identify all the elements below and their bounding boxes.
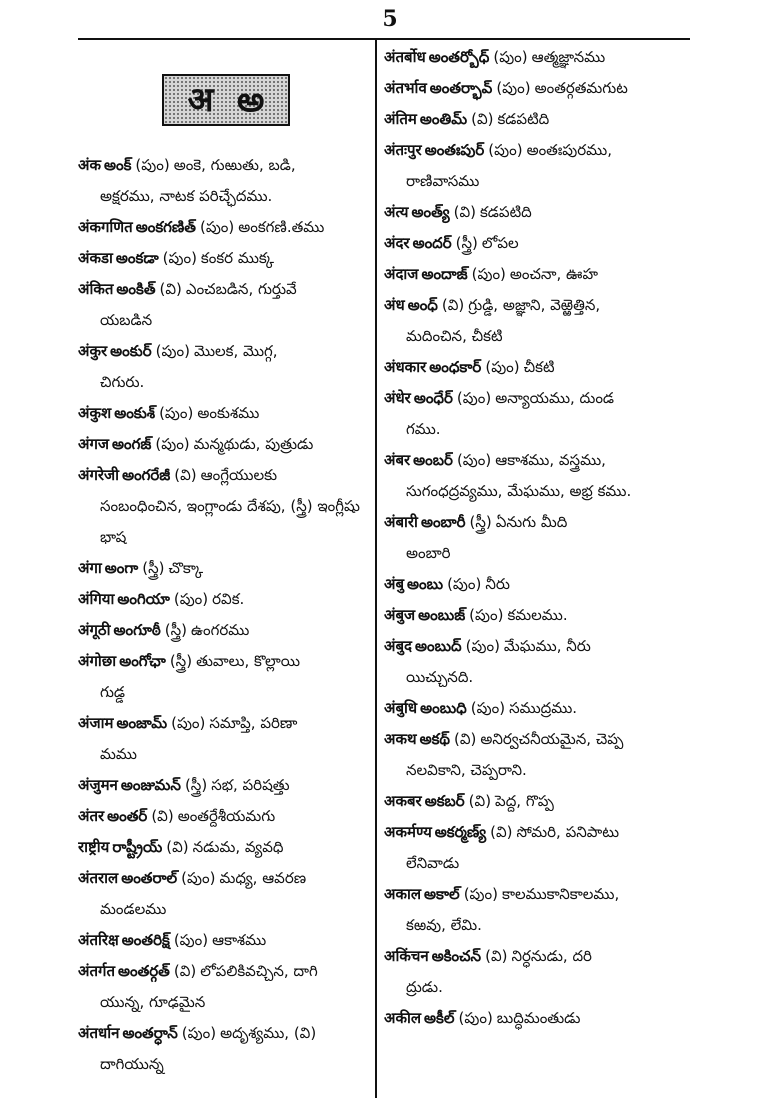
entry-transliteration: అంతర్ [107,807,148,825]
entry-headword: अंबुधि [384,699,418,717]
entry-part-of-speech: (వి) [453,203,476,221]
entry-transliteration: అందర్ [412,234,452,252]
section-letter-devanagari: अ [187,80,214,120]
entry-meaning: కంకర ముక్క [200,249,274,267]
entry-part-of-speech: (పుం) [173,590,209,608]
entry-meaning: అంతర్గతమగుట [534,79,628,97]
entry-transliteration: అంధకార్ [429,358,482,376]
entry-part-of-speech: (వి) [468,792,492,810]
entry-part-of-speech: (వి) [485,947,508,965]
entry-headword: अंकडा [78,249,113,267]
entry-headword: अंदाज [384,265,419,283]
entry-headword: अकबर [384,792,422,810]
entry-part-of-speech: (పుం) [488,141,523,159]
entry-continuation: అక్షరము, నాటక పరిచ్ఛేదము. [100,187,273,205]
entry-headword: अंतर्भाव [384,79,427,97]
entry-meaning: అంచనా, ఊహ [509,265,598,283]
dictionary-entry [78,429,368,460]
entry-part-of-speech: (స్త్రీ) [142,559,165,577]
entry-headword: अंतराल [78,869,119,887]
entry-continuation: మండలము [100,900,167,918]
entry-transliteration: అంకడా [115,249,159,267]
entry-continuation: గము. [406,420,441,438]
entry-transliteration: అంబుజ్ [418,606,466,624]
entry-continuation: సుగంధద్రవ్యము, మేఘము, అభ్ర కము. [406,482,632,500]
dictionary-entry [384,786,684,817]
entry-meaning: సోమరి, పనిపాటు [516,823,620,841]
entry-transliteration: అంక్ [103,156,132,174]
entry-meaning: సముద్రము. [509,699,578,717]
entry-headword: अंधकार [384,358,427,376]
entry-continuation: చిగురు. [100,373,145,391]
entry-headword: अंजाम [78,714,114,732]
entry-transliteration: అందాజ్ [421,265,468,283]
entry-part-of-speech: (వి) [166,838,189,856]
entry-continuation: యబడిన [100,311,153,329]
entry-part-of-speech: (పుం) [155,435,190,453]
entry-transliteration: అంకుశ్ [114,404,156,422]
entry-transliteration: అంకగణిత్ [135,218,196,236]
entry-headword: अंकित [78,280,114,298]
entry-meaning: ఏనుగు మీది [495,513,568,531]
entry-part-of-speech: (పుం) [173,931,209,949]
entry-meaning: అన్యాయము, దుండ [495,389,615,407]
entry-meaning: బుద్ధిమంతుడు [496,1009,581,1027]
entry-continuation: దాగియున్న [100,1055,164,1073]
entry-transliteration: అంగజ్ [112,435,152,453]
entry-headword: अंकुर [78,342,108,360]
entry-transliteration: అకర్మణ్య్ [434,823,487,841]
dictionary-entry [78,956,368,1018]
entry-headword: अंतःपुर [384,141,422,159]
entry-meaning: నడుమ, వ్యవధి [192,838,284,856]
dictionary-entry [78,770,368,801]
entry-meaning: అంకుశము [197,404,260,422]
entry-transliteration: అంజామ్ [116,714,168,732]
entry-transliteration: అంగియా [117,590,170,608]
entry-part-of-speech: (పుం) [181,869,216,887]
entry-headword: अकिंचन [384,947,429,965]
dictionary-entry [384,941,684,1003]
dictionary-entry [78,925,368,956]
entry-meaning: ఆంగ్లేయులకు [200,466,278,484]
entry-headword: अंगरेजी [78,466,120,484]
entry-continuation: యిచ్చునది. [406,668,474,686]
entry-meaning: అంతర్దేశీయమగు [177,807,276,825]
entry-headword: अंगूठी [78,621,111,639]
entry-transliteration: అంతర్బోధ్ [428,48,490,66]
entry-meaning: లోపల [481,234,519,252]
dictionary-entry [78,1018,368,1080]
entry-transliteration: అంధ్ [407,296,438,314]
entry-transliteration: అంతరిక్ష్ [121,931,170,949]
entry-meaning: అదృశ్యము, (వి) [220,1024,317,1042]
entry-transliteration: అంగా [104,559,139,577]
entry-meaning: మొలక, మొగ్గ, [193,342,278,360]
entry-headword: अकाल [384,885,422,903]
dictionary-entry [78,336,368,398]
entry-part-of-speech: (పుం) [458,1009,493,1027]
entry-part-of-speech: (పుం) [456,451,492,469]
entry-transliteration: అకబర్ [424,792,465,810]
entry-meaning: పెద్ద, గొప్ప [495,792,554,810]
entry-headword: अंकुश [78,404,112,422]
entry-headword: अंगोछा [78,652,117,670]
entry-headword: अकील [384,1009,422,1027]
entry-meaning: ఎంచబడిన, గుర్తువే [185,280,297,298]
entry-transliteration: అంకుర్ [110,342,152,360]
dictionary-entry [384,228,684,259]
entry-continuation: నలవికాని, చెప్పరాని. [406,761,527,779]
entry-continuation: ద్రుడు. [406,978,443,996]
entry-meaning: అంకగణి.తము [238,218,325,236]
dictionary-entry [78,274,368,336]
entry-part-of-speech: (స్త్రీ) [184,776,208,794]
entry-meaning: అనిర్వచనీయమైన, చెప్ప [480,730,624,748]
entry-meaning: సమాప్తి, పరిణా [209,714,298,732]
entry-headword: अंध [384,296,405,314]
dictionary-entry [384,631,684,693]
entry-meaning: ఉంగరము [191,621,250,639]
entry-meaning: నీరు [485,575,510,593]
left-column [78,42,368,1080]
entry-transliteration: అంగూఠీ [113,621,161,639]
column-divider [375,40,377,1098]
entry-transliteration: అంతర్ధాన్ [122,1024,178,1042]
dictionary-entry [384,290,684,352]
entry-headword: अंतर्बोध [384,48,426,66]
entry-part-of-speech: (పుం) [159,404,194,422]
entry-headword: अंबु [384,575,405,593]
entry-part-of-speech: (స్త్రీ) [455,234,478,252]
entry-headword: अंधेर [384,389,411,407]
entry-headword: अंतिम [384,110,417,128]
dictionary-entry [384,817,684,879]
entry-transliteration: అకీల్ [424,1009,455,1027]
entry-headword: अंबर [384,451,411,469]
dictionary-entry [384,600,684,631]
entry-part-of-speech: (పుం) [135,156,170,174]
dictionary-entry [78,398,368,429]
entry-transliteration: రాష్ట్రీయ్ [112,838,163,856]
entry-meaning: తువాలు, కొల్లాయి [196,652,301,670]
dictionary-entry [78,212,368,243]
page-number: 5 [382,6,398,32]
dictionary-entry [384,569,684,600]
entry-part-of-speech: (వి) [159,280,182,298]
entry-headword: अंकगणित [78,218,133,236]
entry-part-of-speech: (స్త్రీ) [164,621,188,639]
entry-continuation: అంబారి [406,544,451,562]
entry-part-of-speech: (పుం) [471,265,506,283]
entry-part-of-speech: (పుం) [447,575,482,593]
entry-headword: अंगा [78,559,102,577]
dictionary-entry [384,1003,684,1034]
entry-meaning: ఆత్మజ్ఞానము [531,48,606,66]
dictionary-entry [78,553,368,584]
entry-transliteration: అంబుద్ [415,637,462,655]
entry-transliteration: అంకిత్ [116,280,156,298]
dictionary-entry [384,104,684,135]
entry-transliteration: అంజుమన్ [120,776,181,794]
entry-transliteration: అంగోఛా [119,652,166,670]
entry-transliteration: అంతిమ్ [419,110,468,128]
entry-headword: अंतर्गत [78,962,116,980]
entry-transliteration: అంబు [407,575,444,593]
entry-meaning: ఆకాశము [212,931,267,949]
dictionary-entry [78,460,368,553]
dictionary-entry [384,73,684,104]
entry-part-of-speech: (పుం) [199,218,235,236]
top-rule [78,38,690,40]
entry-transliteration: అంతర్భావ్ [429,79,493,97]
entry-meaning: కమలము. [507,606,568,624]
dictionary-entry [384,507,684,569]
left-entries [78,150,368,1080]
entry-meaning: కడపటిది [497,110,550,128]
dictionary-entry [78,615,368,646]
entry-headword: अंगिया [78,590,115,608]
dictionary-entry [384,445,684,507]
entry-meaning: అంకె, గుఱుతు, బడి, [173,156,296,174]
dictionary-entry [384,197,684,228]
entry-meaning: లోపలికివచ్చిన, దాగి [200,962,318,980]
right-entries [384,42,684,1034]
entry-headword: अंत्य [384,203,409,221]
entry-headword: अंतर्धान [78,1024,120,1042]
entry-meaning: చీకటి [523,358,555,376]
entry-part-of-speech: (పుం) [155,342,190,360]
entry-part-of-speech: (పుం) [470,699,506,717]
entry-meaning: సభ, పరిషత్తు [211,776,290,794]
entry-continuation: యున్న, గూఢమైన [100,993,206,1011]
entry-part-of-speech: (పుం) [463,885,498,903]
entry-meaning: ఆకాశము, వస్త్రము, [495,451,606,469]
entry-headword: अंजुमन [78,776,118,794]
entry-headword: अंक [78,156,101,174]
entry-part-of-speech: (పుం) [456,389,492,407]
entry-part-of-speech: (పుం) [485,358,520,376]
entry-transliteration: అంధేర్ [413,389,453,407]
entry-part-of-speech: (వి) [173,962,197,980]
dictionary-entry [78,863,368,925]
entry-part-of-speech: (స్త్రీ) [169,652,193,670]
dictionary-entry [78,150,368,212]
entry-continuation: మము [100,745,137,763]
dictionary-entry [384,259,684,290]
dictionary-entry [78,708,368,770]
entry-part-of-speech: (పుం) [162,249,197,267]
entry-meaning: అంతఃపురము, [526,141,612,159]
entry-part-of-speech: (పుం) [493,48,528,66]
entry-meaning: చొక్కా [168,559,204,577]
entry-meaning: గ్రుడ్డి, అజ్ఞాని, వెఱ్ఱెత్తిన, [468,296,601,314]
entry-meaning: కడపటిది [479,203,532,221]
entry-part-of-speech: (వి) [151,807,174,825]
dictionary-entry [384,42,684,73]
entry-transliteration: అంబుధి [420,699,467,717]
entry-headword: अंगज [78,435,110,453]
entry-part-of-speech: (వి) [454,730,477,748]
entry-meaning: కాలముకానికాలము, [501,885,620,903]
entry-part-of-speech: (స్త్రీ) [469,513,492,531]
entry-transliteration: అకించన్ [431,947,482,965]
entry-transliteration: అంతరాల్ [121,869,178,887]
entry-part-of-speech: (పుం) [181,1024,217,1042]
entry-continuation: సంబంధించిన, ఇంగ్లాండు దేశపు, (స్త్రీ) ఇంగ్లీషు భాష [100,497,360,546]
entry-part-of-speech: (వి) [471,110,494,128]
right-column [384,42,684,1034]
entry-transliteration: అకాల్ [424,885,460,903]
entry-transliteration: అంగరేజీ [122,466,171,484]
entry-part-of-speech: (పుం) [496,79,531,97]
section-letter-telugu: అ [237,80,265,120]
entry-transliteration: అంబర్ [413,451,453,469]
dictionary-entry [384,135,684,197]
entry-continuation: లేనివాడు [406,854,460,872]
entry-headword: राष्ट्रीय [78,838,110,856]
dictionary-entry [78,584,368,615]
dictionary-entry [384,383,684,445]
dictionary-entry [78,646,368,708]
dictionary-entry [384,879,684,941]
entry-transliteration: అంతర్గత్ [118,962,170,980]
section-letter-box [162,74,290,126]
entry-meaning: నిర్ధనుడు, దరి [511,947,592,965]
entry-transliteration: అకథ్ [419,730,450,748]
dictionary-entry [384,693,684,724]
entry-continuation: కఱవు, లేమి. [406,916,482,934]
entry-headword: अंतरिक्ष [78,931,119,949]
entry-headword: अंबुज [384,606,416,624]
entry-headword: अकथ [384,730,417,748]
entry-part-of-speech: (పుం) [465,637,500,655]
entry-meaning: మేఘము, నీరు [503,637,591,655]
dictionary-entry [78,832,368,863]
dictionary-entry [384,352,684,383]
entry-continuation: రాణివాసము [406,172,480,190]
entry-transliteration: అంతఃపుర్ [424,141,485,159]
entry-headword: अंबारी [384,513,418,531]
entry-meaning: మన్మథుడు, పుత్రుడు [193,435,314,453]
entry-continuation: గుడ్డ [100,683,126,701]
entry-headword: अकर्मण्य [384,823,432,841]
entry-continuation: మదించిన, చీకటి [406,327,503,345]
entry-part-of-speech: (వి) [490,823,513,841]
entry-headword: अंदर [384,234,410,252]
entry-meaning: రవిక. [212,590,245,608]
entry-transliteration: అంత్య్ [411,203,450,221]
entry-meaning: మధ్య, ఆవరణ [219,869,307,887]
entry-transliteration: అంబారీ [420,513,466,531]
entry-part-of-speech: (పుం) [469,606,504,624]
entry-headword: अंतर [78,807,105,825]
entry-part-of-speech: (వి) [441,296,465,314]
entry-headword: अंबुद [384,637,412,655]
dictionary-entry [78,243,368,274]
dictionary-entry [384,724,684,786]
entry-part-of-speech: (వి) [174,466,197,484]
entry-part-of-speech: (పుం) [171,714,206,732]
dictionary-entry [78,801,368,832]
